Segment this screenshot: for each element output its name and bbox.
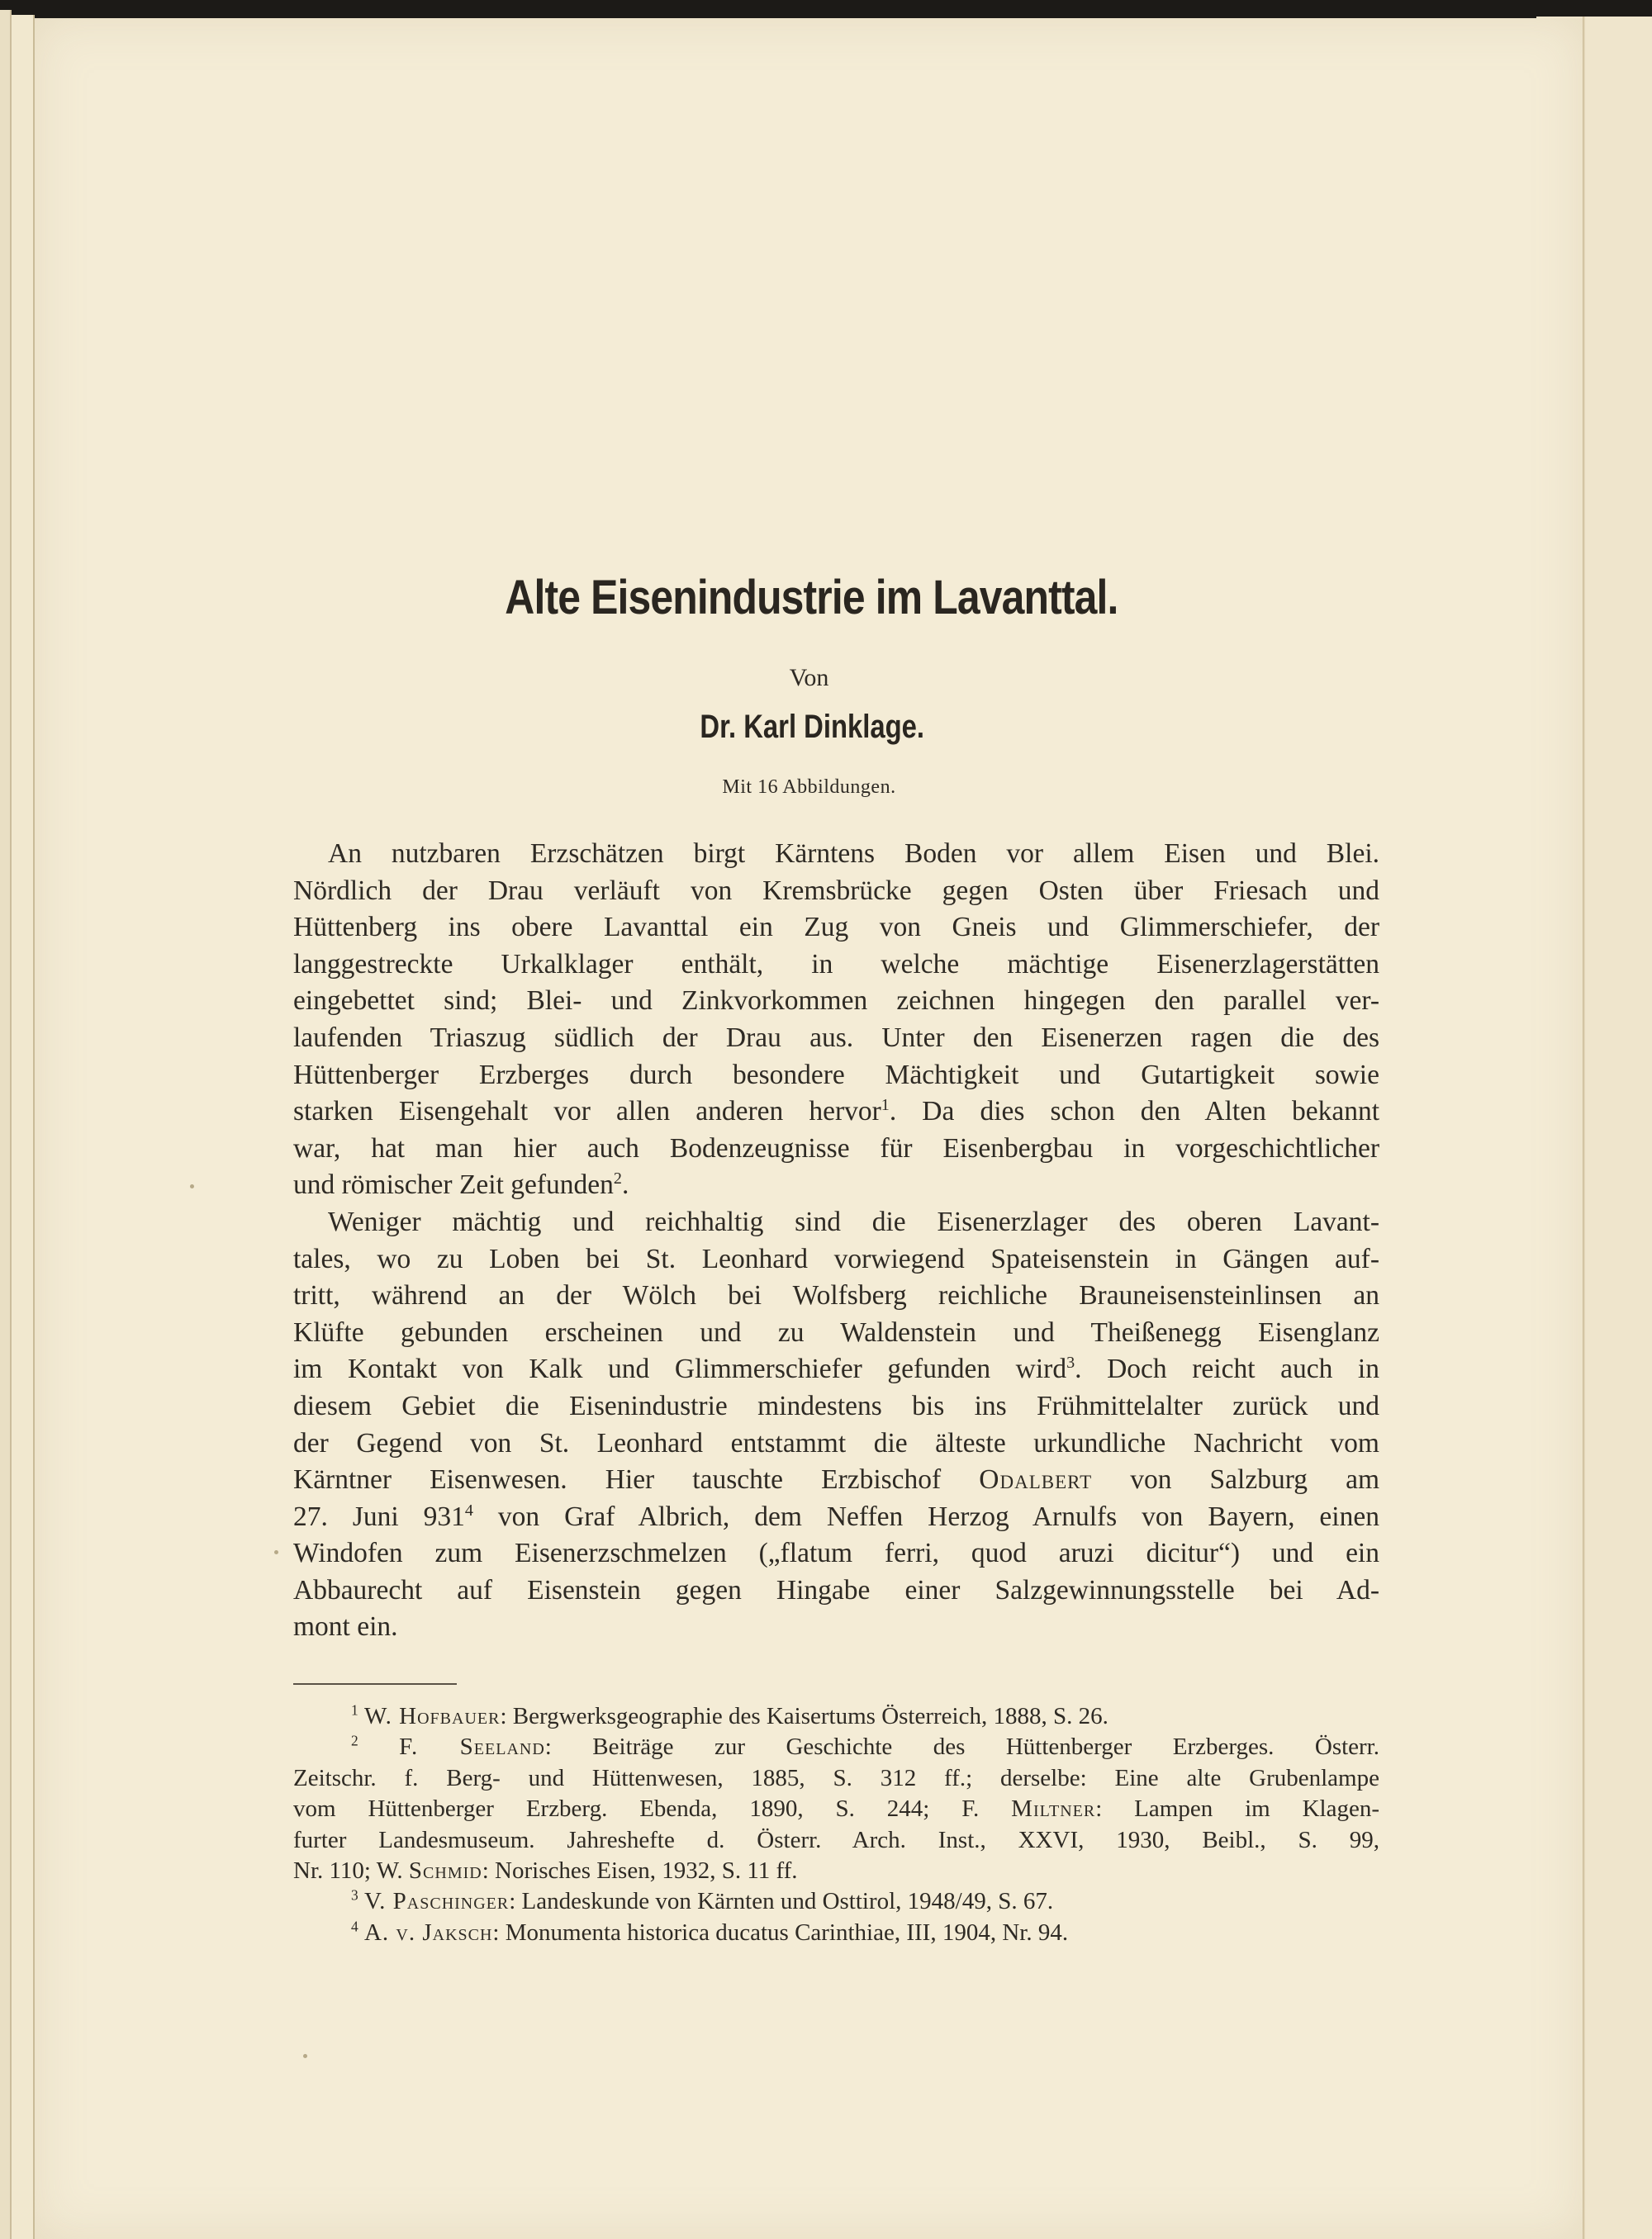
article-subtitle: Mit 16 Abbildungen. — [722, 776, 896, 798]
footnotes — [293, 1701, 1379, 1948]
text-line — [293, 1093, 1379, 1131]
paper-speck — [303, 2054, 307, 2058]
text-segment: im Kontakt von Kalk und Glimmerschiefer gefunden wird — [293, 1354, 1067, 1385]
footnote-divider — [293, 1683, 457, 1685]
page-stack-edge — [0, 10, 12, 2239]
footnote-author: Miltner — [1011, 1795, 1096, 1823]
footnote-ref[interactable]: 2 — [613, 1169, 622, 1188]
footnote-number: 3 — [351, 1886, 358, 1904]
text-line — [293, 1462, 1379, 1499]
footnote-ref[interactable]: 4 — [464, 1501, 473, 1520]
footnote-text: : Landeskunde von Kärnten und Osttirol, 1948/49, S. 67. — [509, 1888, 1054, 1915]
text-segment: Kärntner Eisenwesen. Hier tauschte Erzbischof — [293, 1464, 942, 1496]
footnote-4 — [293, 1918, 1379, 1948]
page-stack-edge — [12, 15, 35, 2239]
footnote-author: V. Paschinger — [363, 1888, 510, 1915]
article-body — [293, 836, 1379, 1646]
article-author: Dr. Karl Dinklage. — [700, 709, 924, 745]
text-segment: von Salzburg am — [1130, 1464, 1379, 1496]
footnote-text: : Lampen im Klagen- — [1095, 1795, 1380, 1823]
footnote-text: vom Hüttenberger Erzberg. Ebenda, 1890, S. 244; F. — [293, 1795, 980, 1823]
text-segment: 27. Juni 931 — [293, 1501, 465, 1532]
byline-prefix: Von — [789, 664, 829, 691]
footnote-text: : Norisches Eisen, 1932, S. 11 ff. — [482, 1857, 798, 1884]
person-name: Odalbert — [979, 1464, 1093, 1496]
footnote-author: Schmid — [408, 1857, 482, 1884]
text-line: Abbaurecht auf Eisenstein gegen Hingabe einer Salzgewinnungsstelle bei Ad- — [293, 1574, 1379, 1606]
footnote-1 — [293, 1701, 1379, 1732]
text-line: mont ein. — [293, 1611, 398, 1643]
text-line: Windofen zum Eisenerzschmelzen („flatum ferri, quod aruzi dicitur“) und ein — [293, 1538, 1379, 1569]
footnote-text: : Beiträge zur Geschichte des Hüttenberger Erzberges. Österr. — [544, 1734, 1379, 1761]
text-segment: und römischer Zeit gefunden — [293, 1169, 614, 1201]
footnote-number: 4 — [351, 1918, 358, 1935]
paragraph — [293, 836, 1379, 1204]
text-line: der Gegend von St. Leonhard entstammt die älteste urkundliche Nachricht vom — [293, 1427, 1379, 1459]
footnote-2 — [293, 1732, 1379, 1762]
page-fold-line — [1583, 17, 1585, 2239]
text-segment: . — [621, 1169, 629, 1201]
footnote-ref[interactable]: 3 — [1066, 1354, 1075, 1373]
text-line: Klüfte gebunden erscheinen und zu Waldenstein und Theißenegg Eisenglanz — [293, 1316, 1379, 1348]
text-segment: von Graf Albrich, dem Neffen Herzog Arnulfs von Bayern, einen — [497, 1501, 1379, 1532]
text-segment: . Doch reicht auch in — [1075, 1354, 1379, 1385]
text-line: war, hat man hier auch Bodenzeugnisse für Eisenbergbau in vorgeschichtlicher — [293, 1132, 1379, 1164]
document-page — [35, 18, 1583, 2239]
article-title: Alte Eisenindustrie im Lavanttal. — [505, 571, 1118, 624]
text-line — [293, 1167, 1379, 1204]
text-line: laufenden Triaszug südlich der Drau aus. Unter den Eisenerzen ragen die des — [293, 1022, 1379, 1053]
footnote-text: : Bergwerksgeographie des Kaisertums Österreich, 1888, S. 26. — [500, 1703, 1108, 1729]
footnote-author: F. Seeland — [399, 1734, 545, 1761]
footnote-line — [293, 1794, 1379, 1824]
text-line: eingebettet sind; Blei- und Zinkvorkommen zeichnen hingegen den parallel ver- — [293, 985, 1379, 1017]
text-line — [293, 1499, 1379, 1536]
text-line: Weniger mächtig und reichhaltig sind die Eisenerzlager des oberen Lavant- — [328, 1206, 1379, 1237]
footnote-text: : Monumenta historica ducatus Carinthiae, III, 1904, Nr. 94. — [492, 1919, 1069, 1946]
footnote-3 — [293, 1886, 1379, 1917]
text-line: tales, wo zu Loben bei St. Leonhard vorwiegend Spateisenstein in Gängen auf- — [293, 1243, 1379, 1274]
footnote-text: Nr. 110; W. — [293, 1857, 403, 1884]
paper-speck — [274, 1550, 278, 1554]
text-line: Hüttenberg ins obere Lavanttal ein Zug von Gneis und Glimmerschiefer, der — [293, 912, 1379, 943]
text-line: tritt, während an der Wölch bei Wolfsberg reichliche Brauneisensteinlinsen an — [293, 1280, 1379, 1312]
footnote-ref[interactable]: 1 — [881, 1096, 890, 1114]
footnote-line: furter Landesmuseum. Jahreshefte d. Österr. Arch. Inst., XXVI, 1930, Beibl., S. 99, — [293, 1826, 1379, 1853]
text-line: diesem Gebiet die Eisenindustrie mindestens bis ins Frühmittelalter zurück und — [293, 1390, 1379, 1421]
footnote-author: A. v. Jaksch — [363, 1919, 493, 1946]
paragraph — [293, 1204, 1379, 1646]
text-line: langgestreckte Urkalklager enthält, in welche mächtige Eisenerzlagerstätten — [293, 948, 1379, 980]
text-line: An nutzbaren Erzschätzen birgt Kärntens Boden vor allem Eisen und Blei. — [328, 838, 1379, 869]
text-line: Hüttenberger Erzberges durch besondere Mächtigkeit und Gutartigkeit sowie — [293, 1059, 1379, 1090]
text-segment: starken Eisengehalt vor allen anderen hervor — [293, 1096, 881, 1127]
footnote-number: 1 — [351, 1701, 358, 1719]
paper-speck — [190, 1184, 194, 1188]
footnote-number: 2 — [351, 1732, 358, 1749]
footnote-line — [293, 1856, 1379, 1886]
footnote-line: Zeitschr. f. Berg- und Hüttenwesen, 1885, S. 312 ff.; derselbe: Eine alte Grubenlampe — [293, 1764, 1379, 1791]
text-segment: . Da dies schon den Alten bekannt — [889, 1096, 1379, 1127]
footnote-author: W. Hofbauer — [363, 1703, 501, 1729]
text-line: Nördlich der Drau verläuft von Kremsbrücke gegen Osten über Friesach und — [293, 875, 1379, 906]
text-line — [293, 1351, 1379, 1388]
